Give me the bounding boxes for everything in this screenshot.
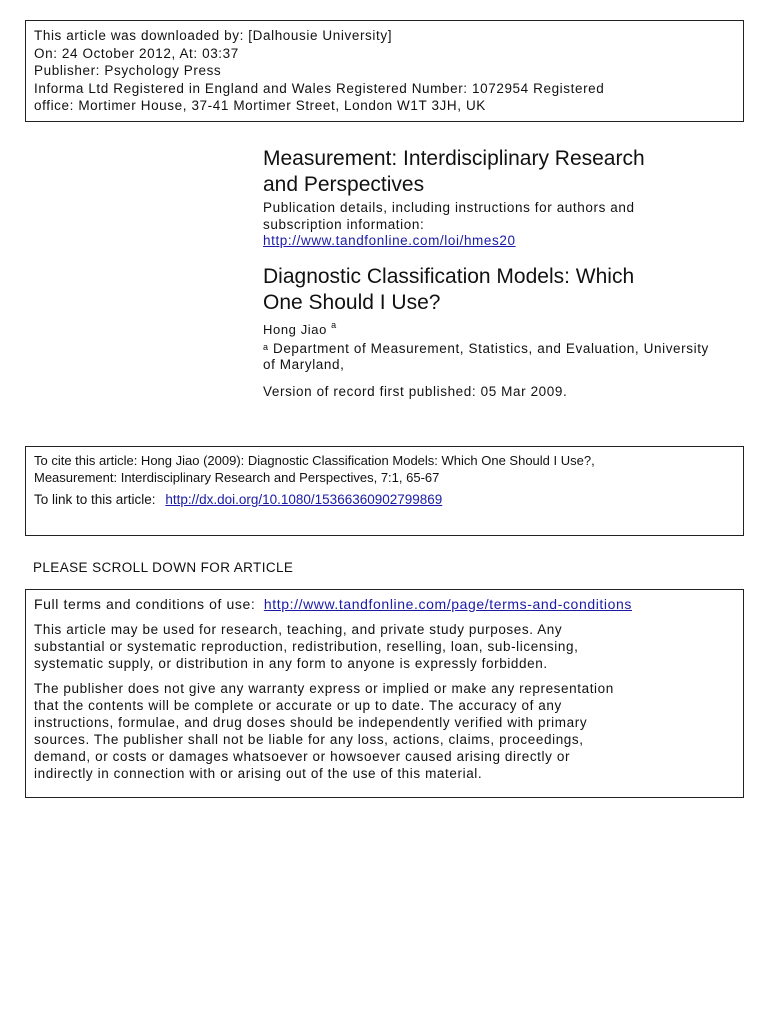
article-title-line: Diagnostic Classification Models: Which: [263, 264, 635, 288]
publication-details: [263, 200, 743, 250]
download-info-box: [25, 20, 744, 122]
affiliation-marker: a: [263, 341, 269, 352]
affiliation-line: Department of Measurement, Statistics, and Evaluation, University: [272, 340, 709, 356]
article-link-label: To link to this article:: [34, 492, 156, 507]
publication-details-line: Publication details, including instructions for authors and: [263, 200, 635, 215]
terms-label: Full terms and conditions of use:: [34, 596, 256, 612]
author-name: Hong Jiao: [263, 321, 327, 337]
journal-title-line: Measurement: Interdisciplinary Research: [263, 147, 645, 170]
usage-paragraph: [34, 621, 735, 672]
doi-link[interactable]: http://dx.doi.org/10.1080/15366360902799869: [165, 492, 443, 507]
registration-line: Informa Ltd Registered in England and Wales Registered Number: 1072954 Registered: [34, 80, 605, 96]
terms-box: [25, 589, 744, 798]
affiliation: [263, 341, 743, 374]
usage-line: This article may be used for research, teaching, and private study purposes. Any: [34, 622, 563, 637]
publication-details-line: subscription information:: [263, 216, 425, 232]
terms-url-link[interactable]: http://www.tandfonline.com/page/terms-and-conditions: [263, 596, 633, 612]
terms-heading: [34, 596, 735, 613]
disclaimer-line: instructions, formulae, and drug doses should be independently verified with primary: [34, 715, 588, 730]
article-title: [263, 264, 743, 316]
article-title-line: One Should I Use?: [263, 290, 441, 314]
journal-title: [263, 146, 743, 198]
disclaimer-line: sources. The publisher shall not be liable for any loss, actions, claims, proceedings,: [34, 732, 584, 747]
author: [263, 319, 743, 337]
office-line: office: Mortimer House, 37-41 Mortimer Street, London W1T 3JH, UK: [34, 98, 486, 114]
disclaimer-paragraph: [34, 680, 735, 782]
citation-box: [25, 446, 744, 536]
disclaimer-line: that the contents will be complete or accurate or up to date. The accuracy of any: [34, 698, 562, 713]
affiliation-line: of Maryland,: [263, 357, 345, 372]
journal-title-line: and Perspectives: [263, 173, 425, 196]
citation-line: Measurement: Interdisciplinary Research and Perspectives, 7:1, 65-67: [34, 469, 440, 485]
disclaimer-line: demand, or costs or damages whatsoever or howsoever caused arising directly or: [34, 749, 571, 764]
disclaimer-line: indirectly in connection with or arising out of the use of this material.: [34, 766, 483, 781]
usage-line: substantial or systematic reproduction, redistribution, reselling, loan, sub-licensing,: [34, 639, 579, 654]
download-date-line: On: 24 October 2012, At: 03:37: [34, 45, 239, 61]
publisher-line: Publisher: Psychology Press: [34, 63, 222, 79]
disclaimer-line: The publisher does not give any warranty express or implied or make any representation: [34, 681, 614, 696]
article-link-row: [34, 492, 735, 509]
citation-line: To cite this article: Hong Jiao (2009): Diagnostic Classification Models: Which One Should I Use?,: [34, 453, 595, 468]
journal-url-link[interactable]: http://www.tandfonline.com/loi/hmes20: [263, 233, 516, 248]
scroll-notice: PLEASE SCROLL DOWN FOR ARTICLE: [33, 560, 294, 575]
usage-line: systematic supply, or distribution in any form to anyone is expressly forbidden.: [34, 656, 548, 671]
download-line: This article was downloaded by: [Dalhousie University]: [34, 28, 393, 43]
author-affiliation-marker: a: [331, 319, 337, 330]
version-of-record: Version of record first published: 05 Mar 2009.: [263, 383, 568, 399]
journal-article-block: [263, 146, 743, 400]
